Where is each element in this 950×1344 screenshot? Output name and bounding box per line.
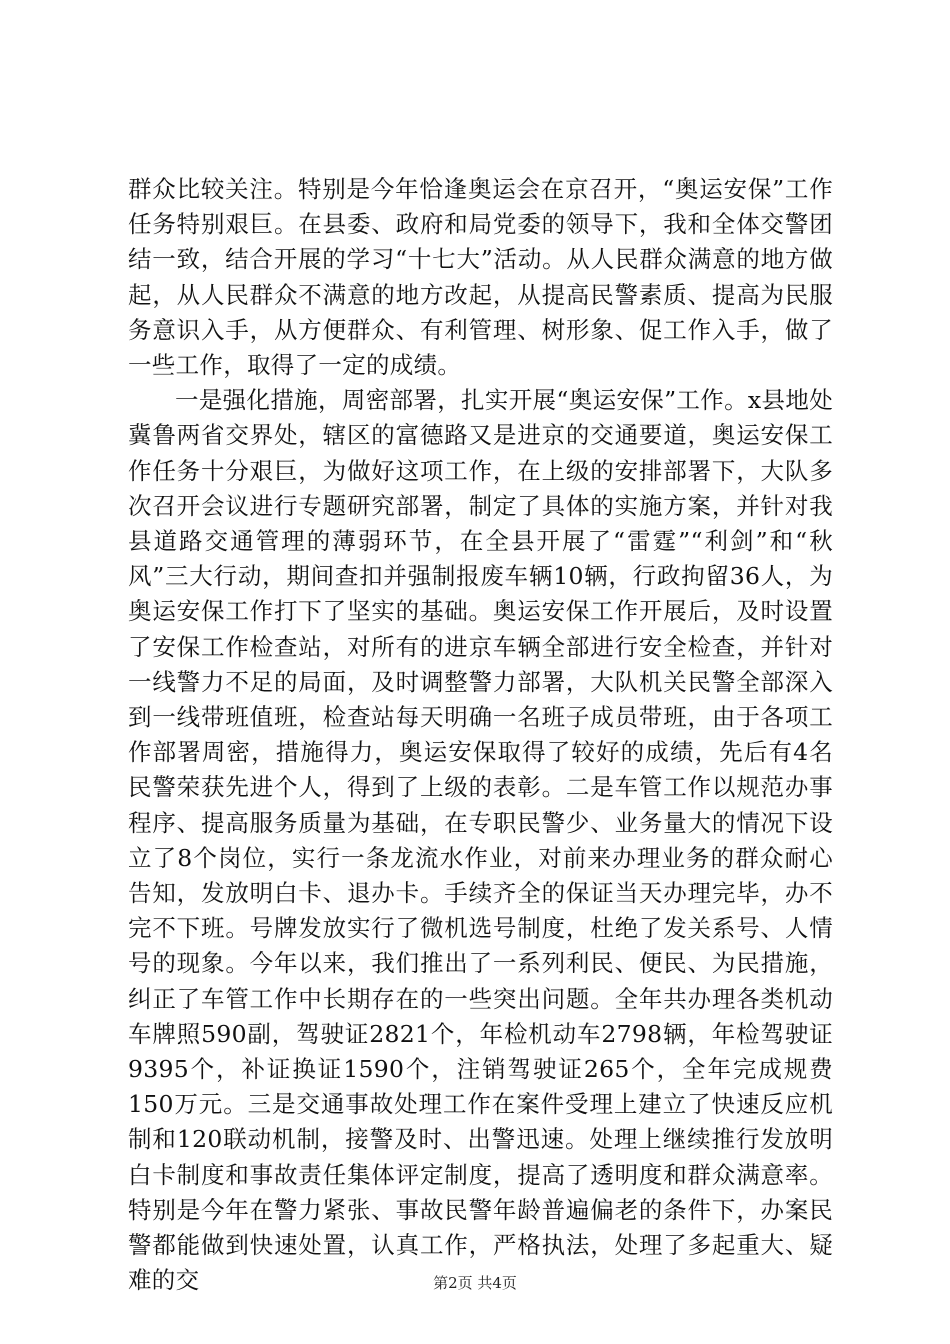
paragraph-2: 一是强化措施，周密部署，扎实开展“奥运安保”工作。x县地处冀鲁两省交界处，辖区的富德路又是进京的交通要道，奥运安保工作任务十分艰巨，为做好这项工作，在上级的安排部署下，大队多次召开会议进行专题研究部署，制定了具体的实施方案，并针对我县道路交通管理的薄弱环节，在全县开展了“雷霆”“利剑”和“秋风”三大行动，期间查扣并强制报废车辆10辆，行政拘留36人，为奥运安保工作打下了坚实的基础。奥运安保工作开展后，及时设置了安保工作检查站，对所有的进京车辆全部进行安全检查，并针对一线警力不足的局面，及时调整警力部署，大队机关民警全部深入到一线带班值班，检查站每天明确一名班子成员带班，由于各项工作部署周密，措施得力，奥运安保取得了较好的成绩，先后有4名民警荣获先进个人，得到了上级的表彰。二是车管工作以规范办事程序、提高服务质量为基础，在专职民警少、业务量大的情况下设立了8个岗位，实行一条龙流水作业，对前来办理业务的群众耐心告知，发放明白卡、退办卡。手续齐全的保证当天办理完毕，办不完不下班。号牌发放实行了微机选号制度，杜绝了发关系号、人情号的现象。今年以来，我们推出了一系列利民、便民、为民措施，纠正了车管工作中长期存在的一些突出问题。全年共办理各类机动车牌照590副，驾驶证2821个，年检机动车2798辆，年检驾驶证9395个，补证换证1590个，注销驾驶证265个，全年完成规费150万元。三是交通事故处理工作在案件受理上建立了快速反应机制和120联动机制，接警及时、出警迅速。处理上继续推行发放明白卡制度和事故责任集体评定制度，提高了透明度和群众满意率。特别是今年在警力紧张、事故民警年龄普遍偏老的条件下，办案民警都能做到快速处置，认真工作，严格执法，处理了多起重大、疑难的交	[128, 386, 833, 1295]
page-footer: 第2页 共4页	[433, 1274, 517, 1292]
document-body	[128, 172, 833, 1299]
paragraph-1: 群众比较关注。特别是今年恰逢奥运会在京召开，“奥运安保”工作任务特别艰巨。在县委、政府和局党委的领导下，我和全体交警团结一致，结合开展的学习“十七大”活动。从人民群众满意的地方做起，从人民群众不满意的地方改起，从提高民警素质、提高为民服务意识入手，从方便群众、有利管理、树形象、促工作入手，做了一些工作，取得了一定的成绩。	[128, 175, 833, 380]
